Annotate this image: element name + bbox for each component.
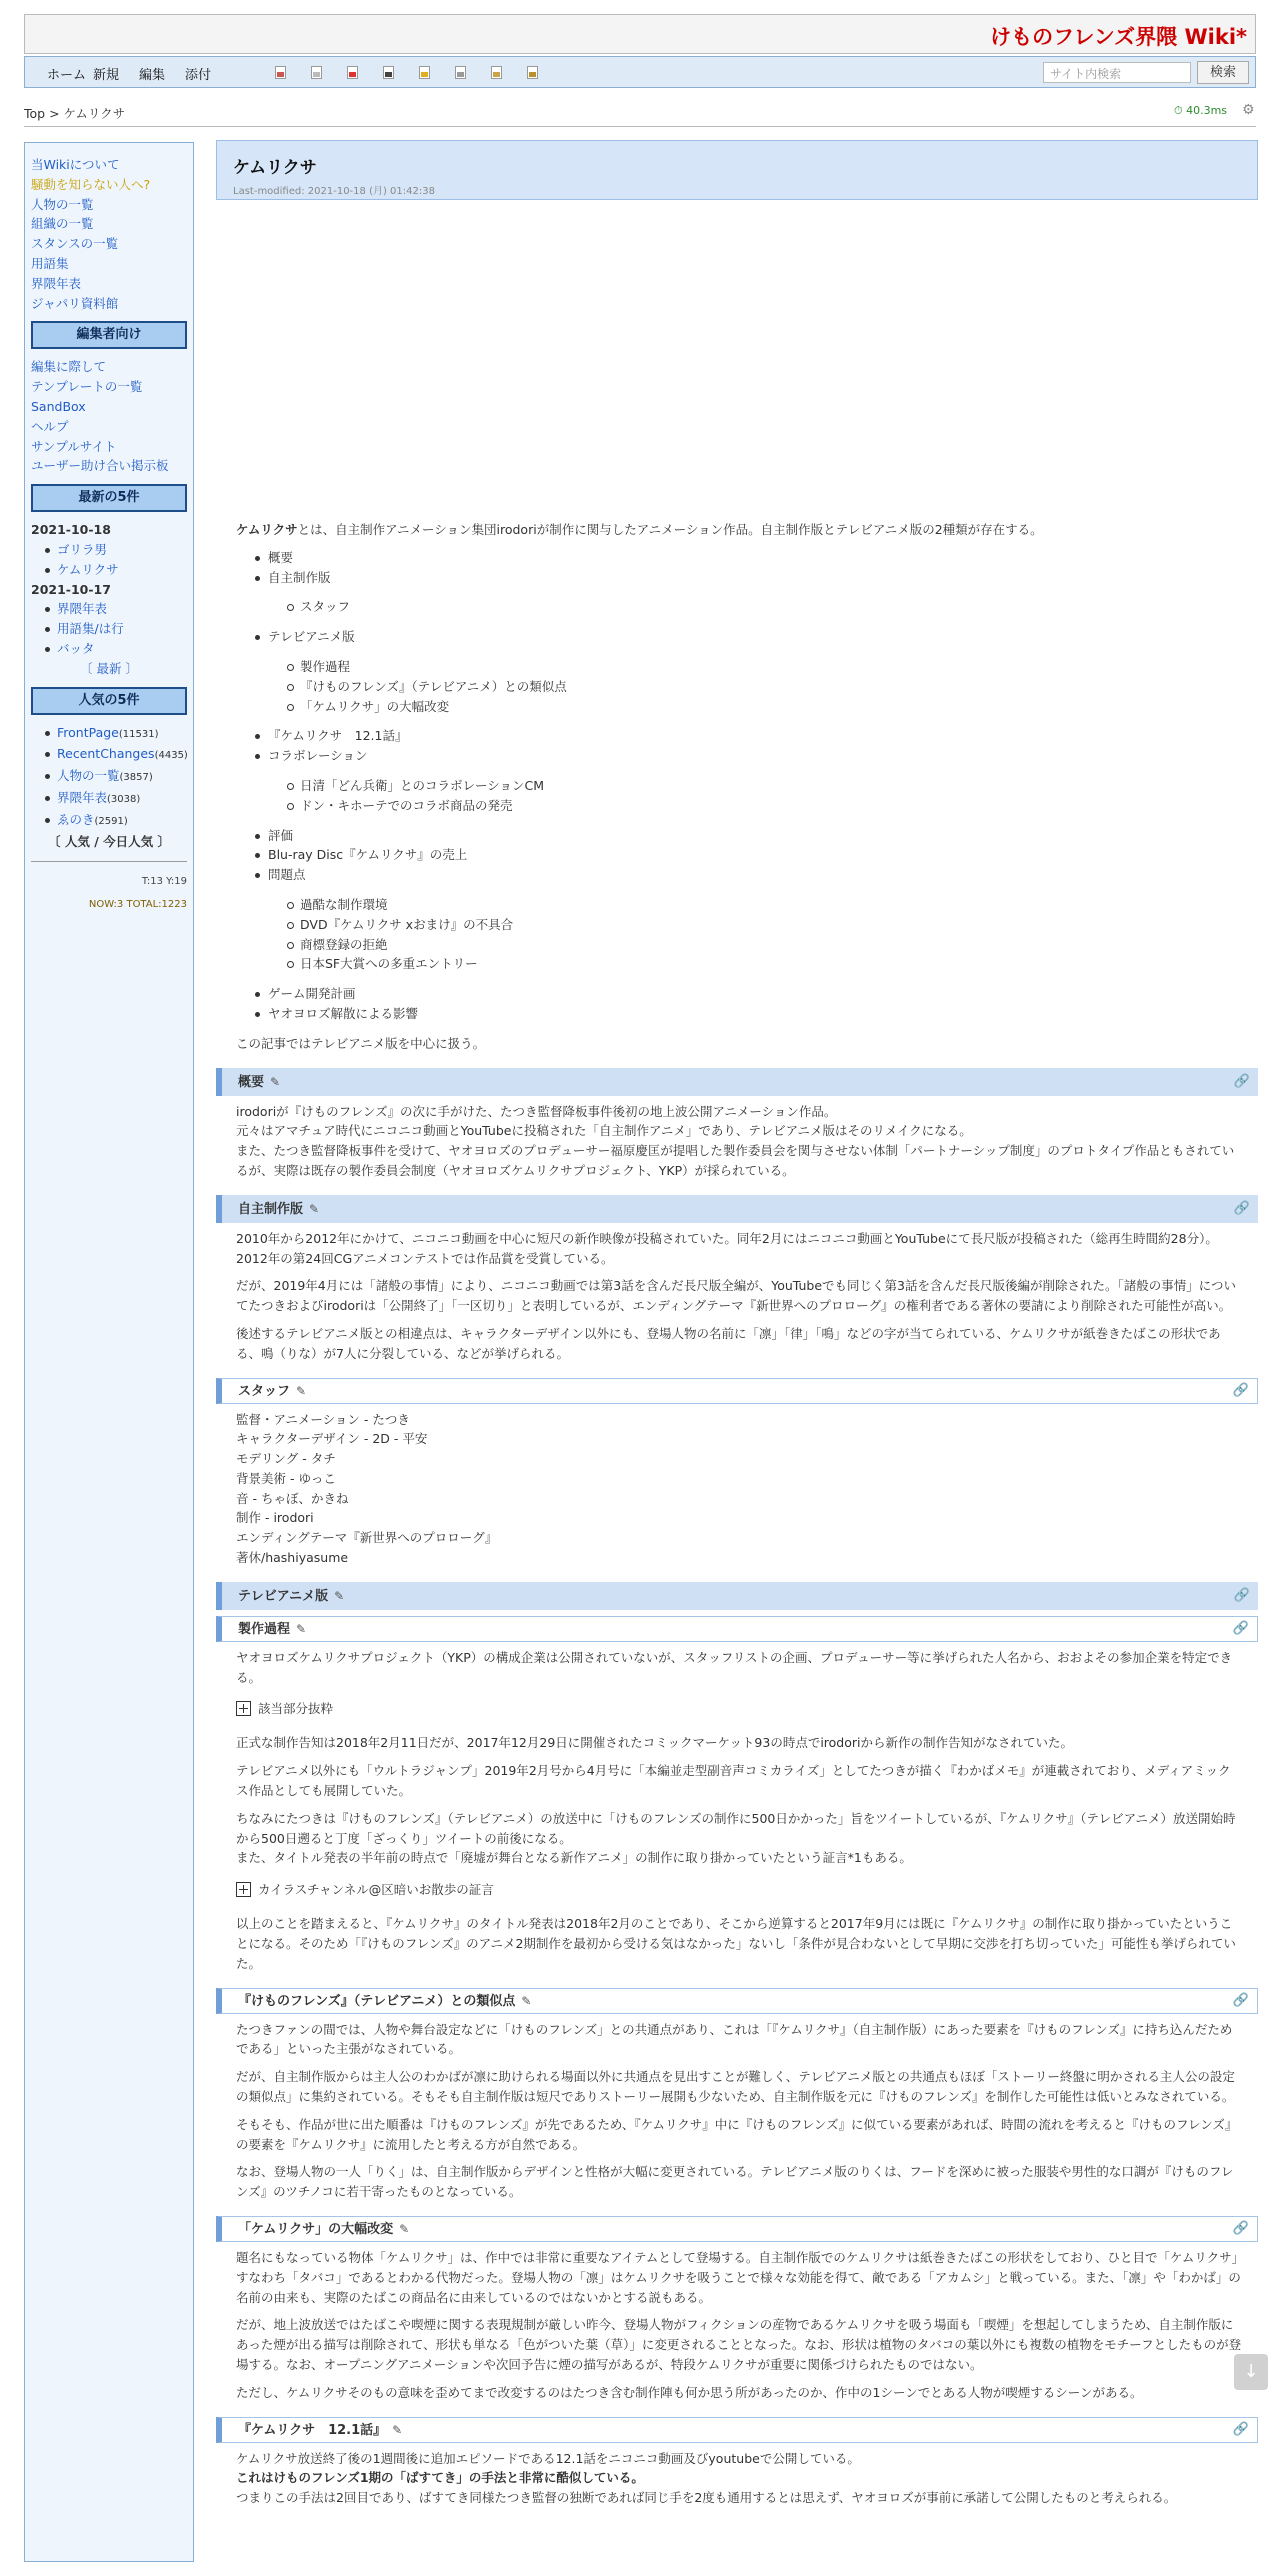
paragraph: 題名にもなっている物体「ケムリクサ」は、作中では非常に重要なアイテムとして登場する。自主制作版でのケムリクサは紙巻きたばこの形状をしており、ひと目で「ケムリクサ」すなわち「タバコ」であるとわかる代物だった。登場人物の「凛」はケムリクサを吸うことで様々な効能を得て、敵である「アカムシ」と戦っている。また、「凛」や「わかば」の名前の由来も、実際のたばこの商品名に由来しているのではないかとする説もある。 — [236, 2250, 1241, 2305]
paragraph: 2010年から2012年にかけて、ニコニコ動画を中心に短尺の新作映像が投稿されていた。同年2月にはニコニコ動画とYouTubeにて長尺版が投稿された（総再生時間約28分）。2012年の第24回CGアニメコンテストでは作品賞を受賞している。 — [236, 1230, 1218, 1266]
delete-icon[interactable] — [347, 66, 358, 79]
copy-icon[interactable] — [311, 66, 322, 79]
sidebar-link-intro[interactable]: 騒動を知らない人へ? — [31, 176, 151, 192]
save-icon[interactable] — [383, 66, 394, 79]
sidebar — [24, 142, 194, 2562]
section-heading-changes: 「ケムリクサ」の大幅改変 ✎ 🔗 — [216, 2216, 1258, 2242]
last-modified: Last-modified: 2021-10-18 (月) 01:42:38 — [233, 186, 435, 197]
toc-spacer — [236, 716, 1242, 726]
sidebar-link-glossary[interactable]: 用語集 — [31, 255, 69, 271]
paragraph: だが、2019年4月には「諸般の事情」により、ニコニコ動画では第3話を含んだ長尺版全編が、YouTubeでも同じく第3話を含んだ長尺版後編が削除された。「諸般の事情」についてたつきおよびirodoriは「公開終了」「一区切り」と表明しているが、エンディングテーマ『新世界へのプロローグ』の権利者である著休の要請により削除された可能性が高い。 — [236, 1278, 1237, 1314]
staff-line: 制作 - irodori — [236, 1510, 314, 1526]
paragraph: つまりこの手法は2回目であり、ばすてき同様たつき監督の独断であれば同じ手を2度も通用するとは思えず、ヤオヨロズが事前に承諾して公開したものと考えられる。 — [236, 2490, 1177, 2506]
paragraph: なお、登場人物の一人「りく」は、自主制作版からデザインと性格が大幅に変更されている。テレビアニメ版のりくは、フードを深めに被った服装や男性的な口調が『けものフレンズ』のツチノコに若干寄ったものとなっている。 — [236, 2164, 1234, 2200]
paragraph: 以上のことを踏まえると、『ケムリクサ』のタイトル発表は2018年2月のことであり、そこから逆算すると2017年9月には既に『ケムリクサ』の制作に取り掛かっていたということになる。そのため「『けものフレンズ』のアニメ2期制作を最初から受ける気はなかった」ないし「条件が見合わないとして早期に交渉を打ち切っていた」可能性も挙げられていた。 — [236, 1916, 1236, 1971]
edit-icon[interactable] — [275, 66, 286, 79]
paragraph: 後述するテレビアニメ版との相違点は、キャラクターデザイン以外にも、登場人物の名前に「凛」「律」「鳴」などの字が当てられている、ケムリクサが紙巻きたばこの形状である、鳴（りな）が7人に分裂している、などが挙げられる。 — [236, 1325, 1221, 1361]
anchor-link-icon[interactable]: 🔗 — [1232, 1992, 1249, 2008]
popular-item[interactable]: 人物の一覧(3857) — [31, 766, 187, 788]
lock-icon[interactable] — [419, 66, 430, 79]
section-heading-overview: 概要 ✎ 🔗 — [216, 1068, 1258, 1096]
divider — [24, 126, 1256, 127]
staff-line: キャラクターデザイン - 2D - 平安 — [236, 1431, 428, 1447]
staff-line: モデリング - タチ — [236, 1451, 336, 1467]
sidebar-link-board[interactable]: ユーザー助け合い掲示板 — [31, 458, 169, 474]
fold-toggle[interactable]: 該当部分抜粋 — [236, 1699, 1242, 1717]
staff-line: 背景美術 - ゆっこ — [236, 1470, 336, 1486]
render-time: ⏱ 40.3ms — [1174, 104, 1228, 117]
sidebar-link-about[interactable]: 当Wikiについて — [31, 157, 120, 172]
title-box — [216, 140, 1258, 200]
nav-edit-link[interactable]: 編集 — [139, 68, 166, 83]
toc-item[interactable]: 問題点 — [236, 865, 1242, 885]
popular-more-link[interactable]: 〔 人気 / 今日人気 〕 — [48, 833, 170, 849]
article-body — [216, 520, 1258, 2508]
toc-item[interactable]: ヤオヨロズ解散による影響 — [236, 1004, 1242, 1024]
backup-icon[interactable] — [491, 66, 502, 79]
sidebar-divider — [31, 861, 187, 862]
toc-spacer — [236, 816, 1242, 826]
breadcrumb[interactable]: Top > ケムリクサ — [24, 106, 126, 121]
edit-pencil-icon[interactable]: ✎ — [399, 2222, 410, 2237]
paragraph: また、タイトル発表の半年前の時点で「廃墟が舞台となる新作アニメ」の制作に取り掛かっていたという証言*1もある。 — [236, 1850, 912, 1866]
toc-spacer — [236, 647, 1242, 657]
nav-bar — [24, 56, 1256, 88]
diff-icon[interactable] — [455, 66, 466, 79]
paragraph: 正式な制作告知は2018年2月11日だが、2017年12月29日に開催されたコミックマーケット93の時点でirodoriから新作の制作告知がなされていた。 — [236, 1735, 1074, 1751]
nav-home-link[interactable]: ホーム — [47, 68, 87, 83]
section-heading-staff: スタッフ ✎ 🔗 — [216, 1378, 1258, 1404]
toc-item[interactable]: ドン・キホーテでのコラボ商品の発売 — [236, 796, 1242, 816]
sidebar-heading-recent: 最新の5件 — [31, 484, 187, 512]
section-heading-indie: 自主制作版 ✎ 🔗 — [216, 1195, 1258, 1223]
search-button[interactable]: 検索 — [1197, 61, 1249, 84]
nav-attach-link[interactable]: 添付 — [185, 68, 212, 83]
popular-item[interactable]: 界隈年表(3038) — [31, 788, 187, 810]
nav-new-link[interactable]: 新規 — [93, 68, 120, 83]
section-heading-production: 製作過程 ✎ 🔗 — [216, 1616, 1258, 1642]
toc-item[interactable]: 日本SF大賞への多重エントリー — [236, 954, 1242, 974]
counter-total: NOW:3 TOTAL:1223 — [88, 899, 187, 911]
sidebar-heading-popular: 人気の5件 — [31, 687, 187, 715]
anchor-link-icon[interactable]: 🔗 — [1233, 1073, 1250, 1089]
paragraph: ケムリクサ放送終了後の1週間後に追加エピソードである12.1話をニコニコ動画及びyoutubeで公開している。 — [236, 2450, 860, 2466]
staff-line: 音 - ちゃぼ、かきね — [236, 1490, 349, 1506]
toc-item[interactable]: 自主制作版 — [236, 568, 1242, 588]
paragraph: ただし、ケムリクサそのもの意味を歪めてまで改変するのはたつき含む制作陣も何か思う所があったのか、作中の1シーンでとある人物が喫煙するシーンがある。 — [236, 2384, 1143, 2400]
toc-note: この記事ではテレビアニメ版を中心に扱う。 — [236, 1035, 486, 1051]
counter-today: T:13 Y:19 — [141, 876, 187, 888]
toc-item[interactable]: Blu-ray Disc『ケムリクサ』の売上 — [236, 845, 1242, 865]
edit-pencil-icon[interactable]: ✎ — [296, 1621, 307, 1636]
render-time-value: 40.3ms — [1186, 104, 1228, 117]
section-heading-ep121: 『ケムリクサ 12.1話』 ✎ 🔗 — [216, 2417, 1258, 2443]
search-input[interactable]: サイト内検索 — [1043, 62, 1191, 83]
toc-item[interactable]: ゲーム開発計画 — [236, 984, 1242, 1004]
attach-icon[interactable] — [527, 66, 538, 79]
edit-pencil-icon[interactable]: ✎ — [270, 1074, 281, 1089]
anchor-link-icon[interactable]: 🔗 — [1232, 2421, 1249, 2437]
table-of-contents — [236, 548, 1242, 1024]
edit-pencil-icon[interactable]: ✎ — [521, 1993, 532, 2008]
anchor-link-icon[interactable]: 🔗 — [1233, 1587, 1250, 1603]
recent-item[interactable]: バッタ — [31, 639, 187, 659]
sidebar-link-sample[interactable]: サンプルサイト — [31, 438, 117, 454]
popular-item[interactable]: ゑのき(2591) — [31, 810, 187, 832]
toc-item[interactable]: スタッフ — [236, 597, 1242, 617]
popular-item[interactable]: RecentChanges(4435) — [31, 744, 187, 766]
page-title: ケムリクサ — [233, 158, 317, 178]
section-heading-similarities: 『けものフレンズ』（テレビアニメ）との類似点 ✎ 🔗 — [216, 1988, 1258, 2014]
expand-icon[interactable] — [236, 1882, 251, 1897]
toc-item[interactable]: 製作過程 — [236, 657, 1242, 677]
anchor-link-icon[interactable]: 🔗 — [1232, 1382, 1249, 1398]
edit-pencil-icon[interactable]: ✎ — [296, 1383, 307, 1398]
toc-item[interactable]: 概要 — [236, 548, 1242, 568]
paragraph: ヤオヨロズケムリクサプロジェクト（YKP）の構成企業は公開されていないが、スタッフリストの企画、プロデューサー等に挙げられた人名から、おおよその参加企業を特定できる。 — [236, 1649, 1233, 1685]
anchor-link-icon[interactable]: 🔗 — [1232, 1620, 1249, 1636]
paragraph: テレビアニメ以外にも「ウルトラジャンプ」2019年2月号から4月号に「本編並走型副音声コミカライズ」としてたつきが描く『わかばメモ』が連載されており、メディアミックス作品としても展開していた。 — [236, 1763, 1231, 1799]
bold-paragraph: これはけものフレンズ1期の「ばすてき」の手法と非常に酷似している。 — [236, 2470, 644, 2486]
toc-item[interactable]: 評価 — [236, 826, 1242, 846]
paragraph: そもそも、作品が世に出た順番は『けものフレンズ』が先であるため、『ケムリクサ』中に『けものフレンズ』に似ている要素があれば、時間の流れを考えると『けものフレンズ』の要素を『ケムリクサ』に流用したと考える方が自然である。 — [236, 2116, 1238, 2152]
toc-item[interactable]: テレビアニメ版 — [236, 627, 1242, 647]
toc-item[interactable]: コラボレーション — [236, 746, 1242, 766]
sidebar-link-timeline[interactable]: 界隈年表 — [31, 275, 82, 291]
sidebar-link-templates[interactable]: テンプレートの一覧 — [31, 379, 143, 395]
site-title[interactable]: けものフレンズ界隈 Wiki* — [990, 25, 1247, 49]
toc-item[interactable]: 『けものフレンズ』（テレビアニメ）との類似点 — [236, 677, 1242, 697]
sidebar-heading-editors: 編集者向け — [31, 321, 187, 349]
paragraph: irodoriが『けものフレンズ』の次に手がけた、たつき監督降板事件後初の地上波公開アニメーション作品。 — [236, 1103, 837, 1119]
toc-item[interactable]: 過酷な制作環境 — [236, 895, 1242, 915]
toc-spacer — [236, 885, 1242, 895]
recent-item[interactable]: 界隈年表 — [31, 599, 187, 619]
sidebar-link-orgs[interactable]: 組織の一覧 — [31, 216, 94, 232]
gear-icon[interactable]: ⚙ — [1242, 102, 1255, 118]
sidebar-link-editing[interactable]: 編集に際して — [31, 359, 107, 375]
edit-pencil-icon[interactable]: ✎ — [392, 2422, 403, 2437]
recent-item[interactable]: 用語集/は行 — [31, 619, 187, 639]
recent-item[interactable]: ケムリクサ — [31, 560, 187, 580]
scroll-down-button[interactable]: ↓ — [1234, 2354, 1268, 2390]
sidebar-link-sandbox[interactable]: SandBox — [31, 398, 86, 414]
section-heading-tv: テレビアニメ版 ✎ 🔗 — [216, 1582, 1258, 1610]
intro-paragraph: ケムリクサとは、自主制作アニメーション集団irodoriが制作に関与したアニメーション作品。自主制作版とテレビアニメ版の2種類が存在する。 — [236, 522, 1043, 537]
header-bar — [24, 14, 1256, 54]
main-content — [216, 140, 1258, 2506]
edit-pencil-icon[interactable]: ✎ — [309, 1201, 320, 1216]
staff-line: 著休/hashiyasume — [236, 1550, 349, 1566]
sidebar-link-people[interactable]: 人物の一覧 — [31, 196, 94, 212]
paragraph: また、たつき監督降板事件を受けて、ヤオヨロズのプロデューサー福原慶匡が提唱した製作委員会を関与させない体制「パートナーシップ制度」のプロトタイプ作品ともされているが、実際は既存の製作委員会制度（ヤオヨロズケムリクサプロジェクト、YKP）が採られている。 — [236, 1143, 1235, 1178]
paragraph: 元々はアマチュア時代にニコニコ動画とYouTubeに投稿された「自主制作アニメ」であり、テレビアニメ版はそのリメイクになる。 — [236, 1123, 972, 1139]
paragraph: だが、自主制作版からは主人公のわかばが凛に助けられる場面以外に共通点を見出すことが難しく、テレビアニメ版との共通点もほぼ「ストーリー終盤に明かされる主人公の設定の類似点」に集約されている。そもそも自主制作版は短尺でありストーリー展開も少ないため、自主制作版を元に『けものフレンズ』を制作した可能性は低いとみなされている。 — [236, 2069, 1235, 2105]
recent-date: 2021-10-17 — [31, 581, 111, 597]
toc-spacer — [236, 617, 1242, 627]
recent-item[interactable]: ゴリラ男 — [31, 540, 187, 560]
paragraph: だが、地上波放送ではたばこや喫煙に関する表現規制が厳しい昨今、登場人物がフィクションの産物であるケムリクサを吸う場面も「喫煙」を想起してしまうため、自主制作版にあった煙が出る描写は削除されて、形状も単なる「色がついた葉（草）」に変更されることとなった。なお、形状は植物のタバコの葉以外にも複数の植物をモチーフとしたものが登場する。なお、オープニングアニメーションや次回予告に煙の描写があるが、特段ケムリクサが重要に関係づけられたものではない。 — [236, 2317, 1242, 2372]
recent-date: 2021-10-18 — [31, 522, 111, 538]
sidebar-link-archive[interactable]: ジャパリ資料館 — [31, 295, 119, 311]
paragraph: たつきファンの間では、人物や舞台設定などに「けものフレンズ」との共通点があり、これは「『ケムリクサ』（自主制作版）にあった要素を『けものフレンズ』に持ち込んだためである」といった主張がなされている。 — [236, 2021, 1233, 2057]
recent-more-link[interactable]: 〔 最新 〕 — [80, 660, 138, 676]
fold-toggle[interactable]: カイラスチャンネル@区暗いお散歩の証言 — [236, 1880, 1242, 1898]
expand-icon[interactable] — [236, 1701, 251, 1716]
popular-item[interactable]: FrontPage(11531) — [31, 723, 187, 745]
sidebar-link-help[interactable]: ヘルプ — [31, 418, 69, 434]
staff-line: 監督・アニメーション - たつき — [236, 1411, 410, 1427]
paragraph: ちなみにたつきは『けものフレンズ』（テレビアニメ）の放送中に「けものフレンズの制作に500日かかった」旨をツイートしているが、『ケムリクサ』（テレビアニメ）放送開始時から500日遡ると丁度「ざっくり」ツイートの前後になる。 — [236, 1810, 1236, 1846]
toc-item[interactable]: DVD『ケムリクサ xおまけ』の不具合 — [236, 915, 1242, 935]
anchor-link-icon[interactable]: 🔗 — [1232, 2221, 1249, 2237]
toc-item[interactable]: 日清「どん兵衛」とのコラボレーションCM — [236, 776, 1242, 796]
toc-item[interactable]: 「ケムリクサ」の大幅改変 — [236, 697, 1242, 717]
staff-line: エンディングテーマ『新世界へのプロローグ』 — [236, 1530, 498, 1546]
sidebar-link-stances[interactable]: スタンスの一覧 — [31, 236, 119, 252]
toc-item[interactable]: 商標登録の拒絶 — [236, 935, 1242, 955]
anchor-link-icon[interactable]: 🔗 — [1233, 1200, 1250, 1216]
toc-spacer — [236, 766, 1242, 776]
toc-spacer — [236, 587, 1242, 597]
toc-spacer — [236, 974, 1242, 984]
edit-pencil-icon[interactable]: ✎ — [334, 1588, 345, 1603]
toc-item[interactable]: 『ケムリクサ 12.1話』 — [236, 726, 1242, 746]
